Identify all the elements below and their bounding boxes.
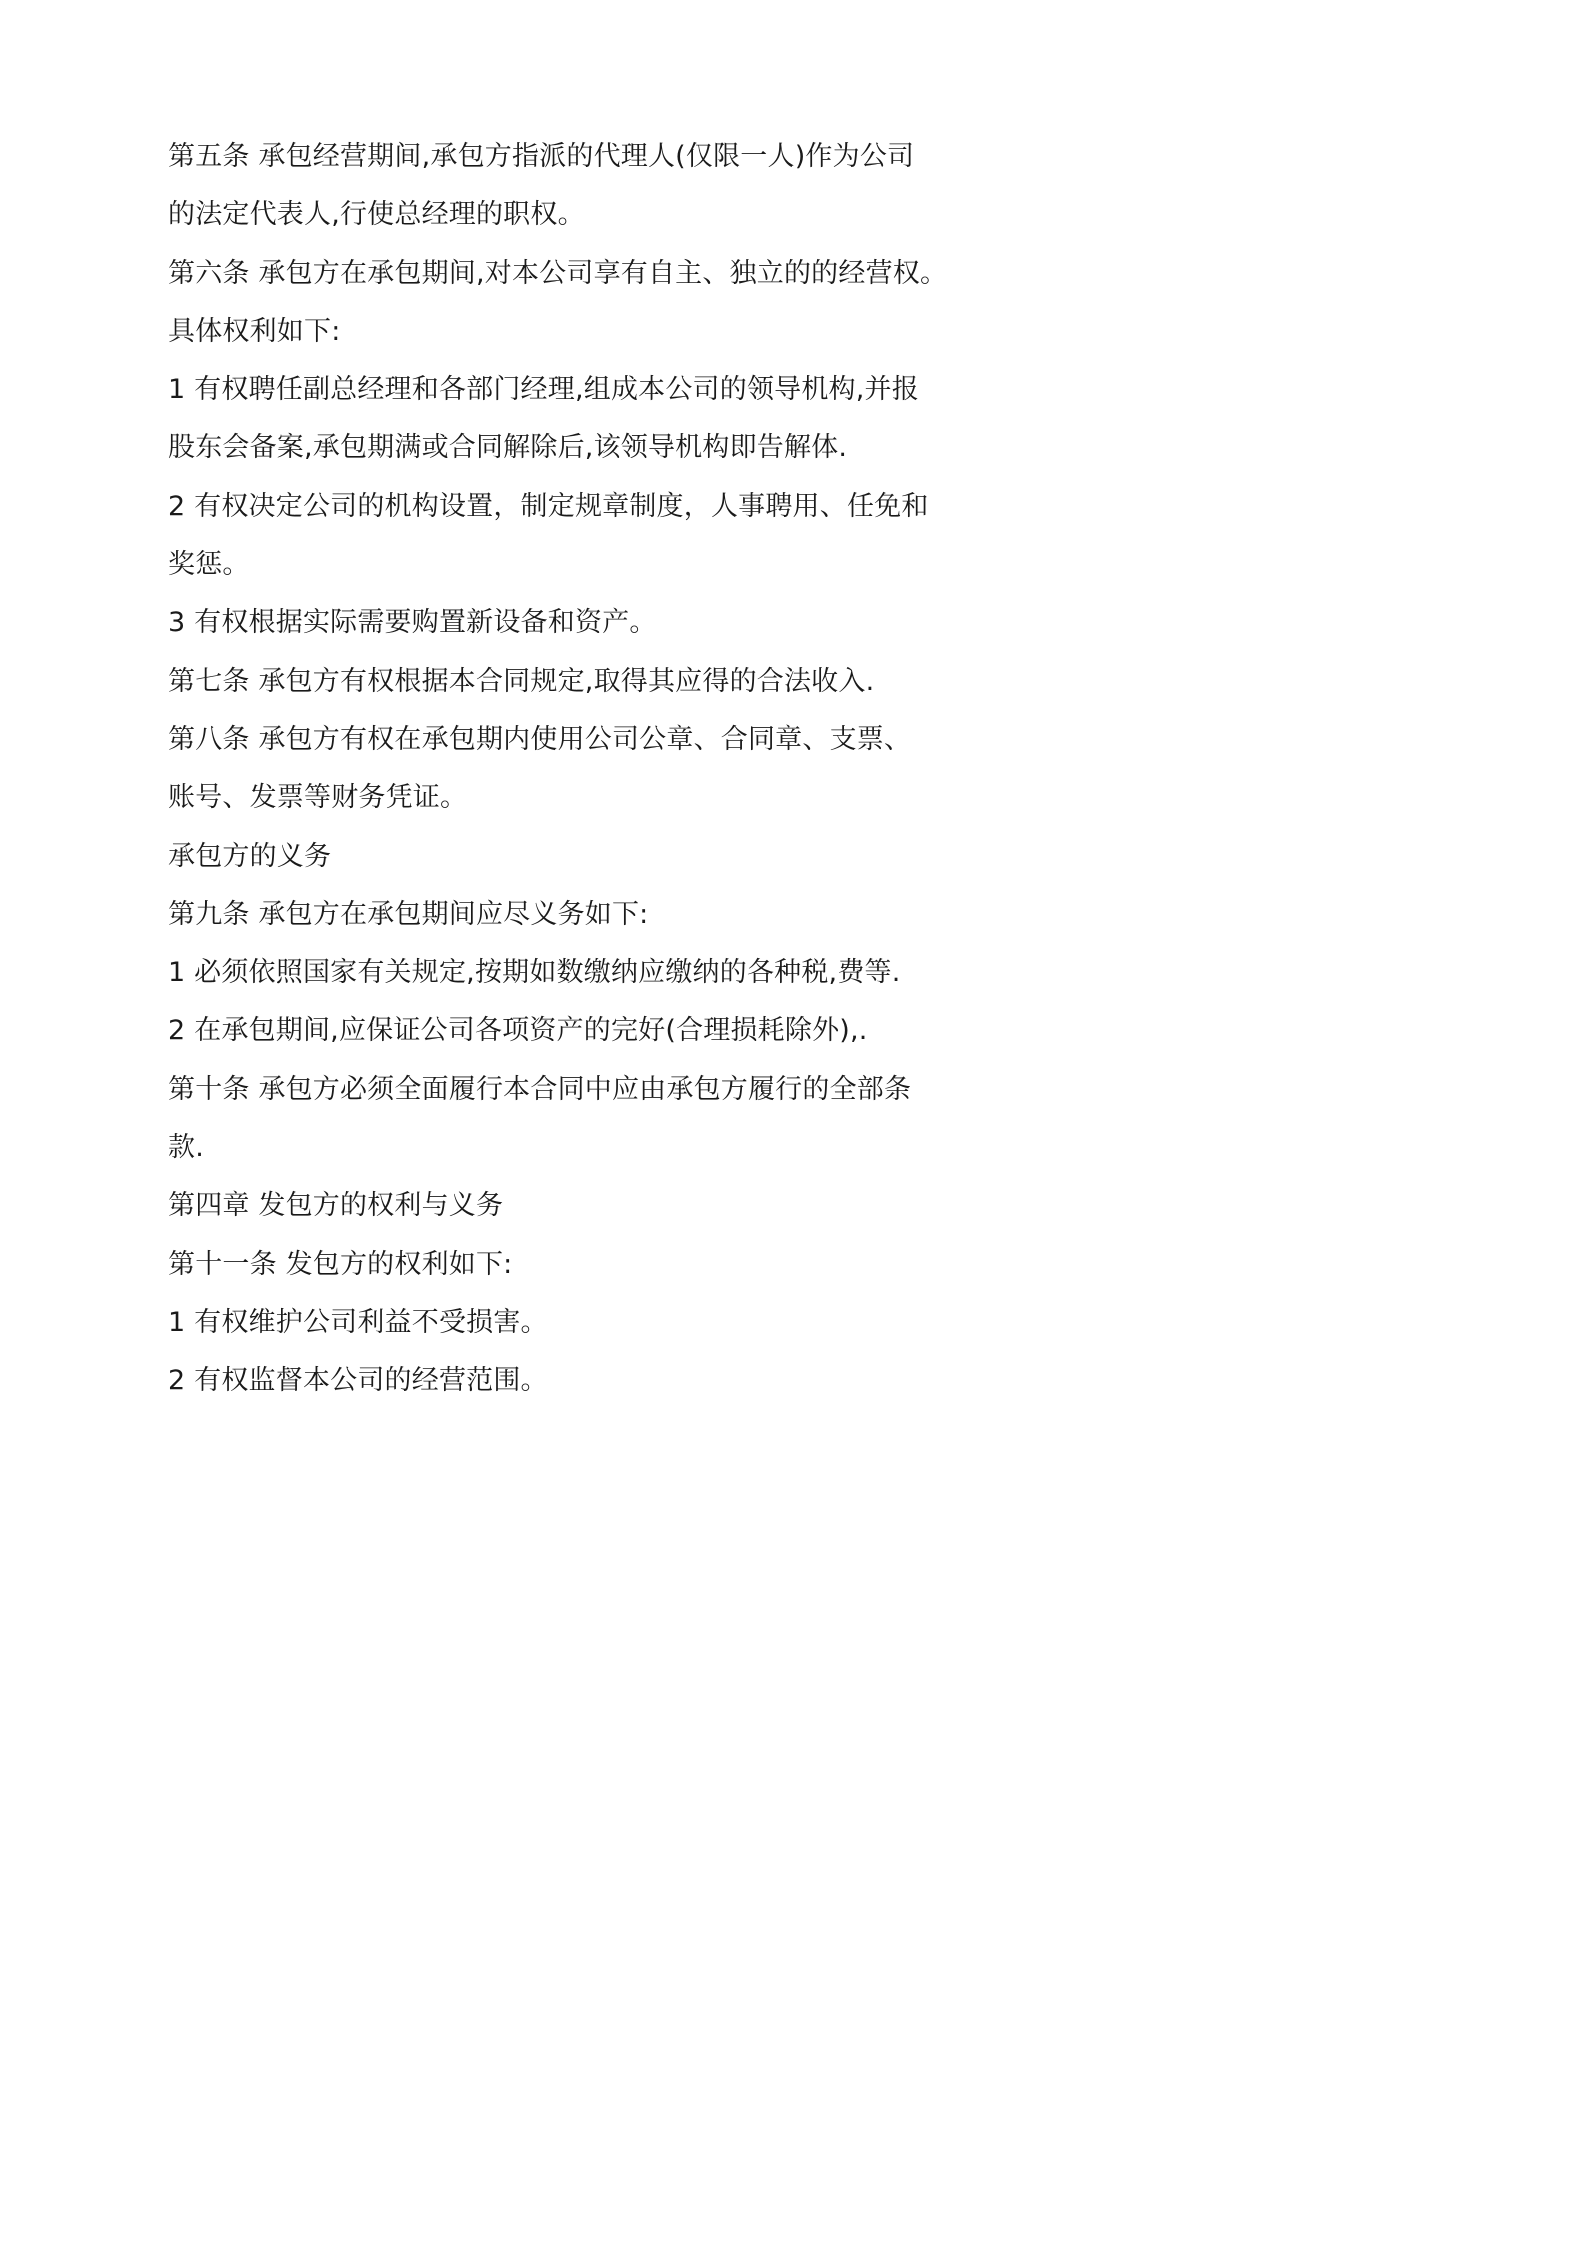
text-line-right-2: 2 有权决定公司的机构设置，制定规章制度，人事聘用、任免和 bbox=[168, 490, 929, 522]
text-line-article-6: 第六条 承包方在承包期间,对本公司享有自主、独立的的经营权。 bbox=[168, 257, 948, 289]
text-line-right-2-cont: 奖惩。 bbox=[168, 549, 250, 581]
text-line-right-3: 3 有权根据实际需要购置新设备和资产。 bbox=[168, 607, 657, 639]
text-line-employer-right-1: 1 有权维护公司利益不受损害。 bbox=[168, 1306, 548, 1338]
text-line-article-6-rights: 具体权利如下: bbox=[168, 315, 341, 347]
text-line-article-9: 第九条 承包方在承包期间应尽义务如下: bbox=[168, 898, 649, 930]
text-line-duty-1: 1 必须依照国家有关规定,按期如数缴纳应缴纳的各种税,费等. bbox=[168, 957, 901, 989]
document-page bbox=[0, 0, 1104, 1562]
document-body bbox=[168, 128, 968, 1411]
chapter-heading-4: 第四章 发包方的权利与义务 bbox=[168, 1190, 504, 1222]
text-line-article-7: 第七条 承包方有权根据本合同规定,取得其应得的合法收入. bbox=[168, 665, 875, 697]
text-line-article-11: 第十一条 发包方的权利如下: bbox=[168, 1248, 513, 1280]
text-line-article-10: 第十条 承包方必须全面履行本合同中应由承包方履行的全部条 bbox=[168, 1073, 912, 1105]
text-line-duty-2: 2 在承包期间,应保证公司各项资产的完好(合理损耗除外),. bbox=[168, 1015, 868, 1047]
text-line-article-8: 第八条 承包方有权在承包期内使用公司公章、合同章、支票、 bbox=[168, 723, 912, 755]
text-line-article-8-cont: 账号、发票等财务凭证。 bbox=[168, 782, 468, 814]
text-line-right-1: 1 有权聘任副总经理和各部门经理,组成本公司的领导机构,并报 bbox=[168, 374, 919, 406]
text-line-article-5-cont: 的法定代表人,行使总经理的职权。 bbox=[168, 199, 585, 231]
text-line-article-10-cont: 款. bbox=[168, 1132, 204, 1164]
section-heading-contractor-duties: 承包方的义务 bbox=[168, 840, 332, 872]
text-line-right-1-cont: 股东会备案,承包期满或合同解除后,该领导机构即告解体. bbox=[168, 432, 848, 464]
text-line-employer-right-2: 2 有权监督本公司的经营范围。 bbox=[168, 1365, 548, 1397]
text-line-article-5: 第五条 承包经营期间,承包方指派的代理人(仅限一人)作为公司 bbox=[168, 141, 915, 172]
